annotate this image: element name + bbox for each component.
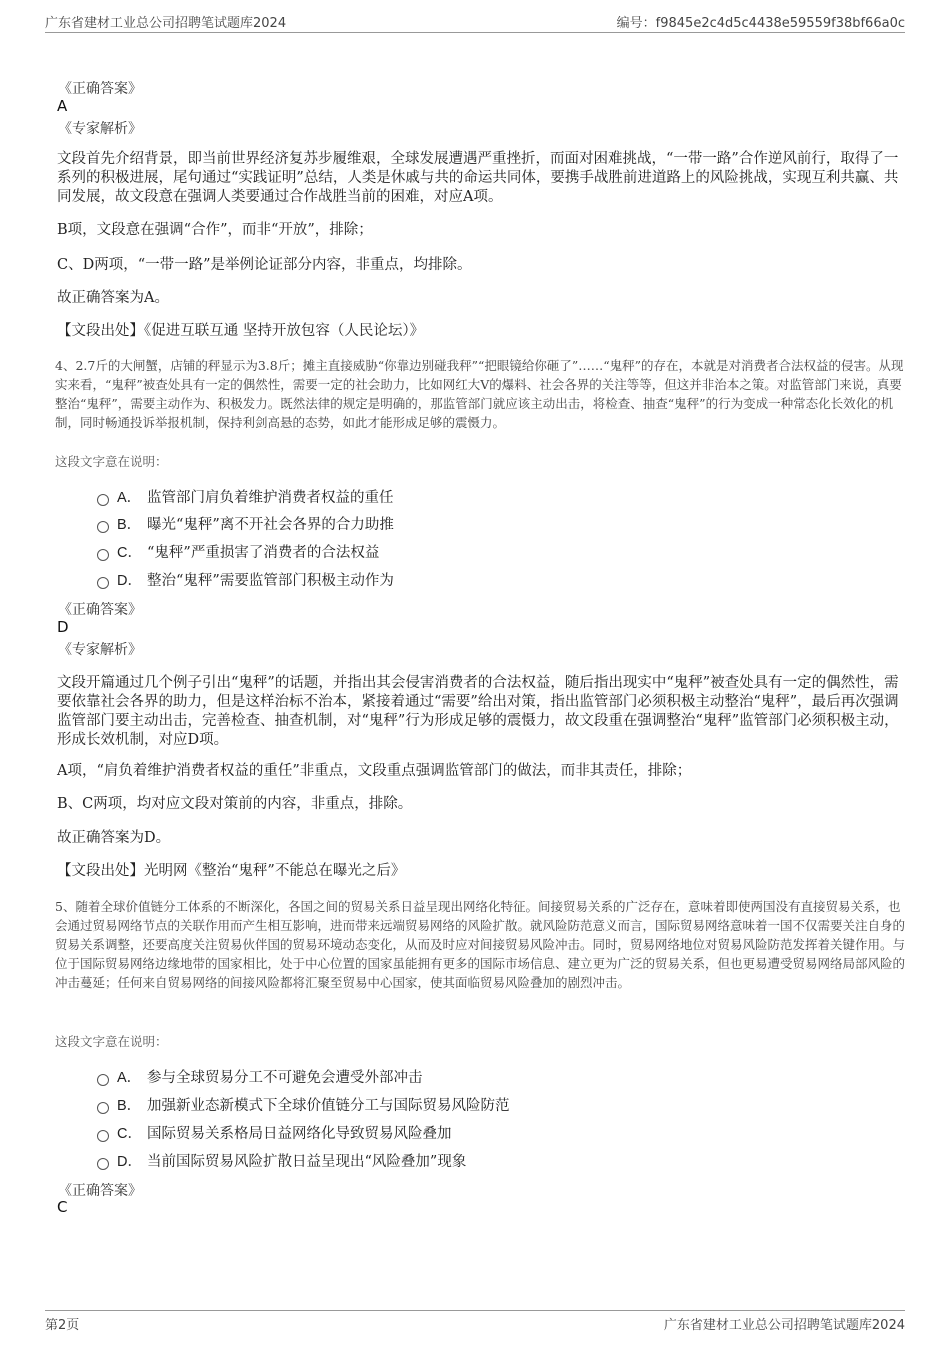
analysis-paragraph: A项，“肩负着维护消费者权益的重任”非重点，文段重点强调监管部门的做法，而非其责任，排除； (57, 763, 692, 779)
header-doc-id: 编号：f9845e2c4d5c4438e59559f38bf66a0c (616, 16, 905, 31)
radio-icon[interactable] (97, 494, 109, 506)
radio-icon[interactable] (97, 1074, 109, 1086)
analysis-paragraph: 文段首先介绍背景，即当前世界经济复苏步履维艰，全球发展遭遇严重挫折，而面对困难挑战，“一带一路”合作逆风前行，取得了一系列的积极进展，尾句通过“实践证明”总结，人类是休戚与共的命运共同体，要携手战胜前进道路上的风险挑战，实现互利共赢、共同发展，故文段意在强调人类要通过合作战胜当前的困难，对应A项。 (57, 151, 899, 205)
correct-answer-value: C (57, 1198, 68, 1216)
radio-icon[interactable] (97, 521, 109, 533)
option-d[interactable]: D． 当前国际贸易风险扩散日益呈现出“风险叠加”现象 (97, 1150, 466, 1170)
analysis-paragraph: B项，文段意在强调“合作”，而非“开放”，排除； (57, 222, 373, 238)
option-a[interactable]: A． 参与全球贸易分工不可避免会遭受外部冲击 (97, 1066, 423, 1086)
option-a[interactable]: A． 监管部门肩负着维护消费者权益的重任 (97, 486, 394, 506)
source-citation: 【文段出处】光明网《整治“鬼秤”不能总在曝光之后》 (57, 863, 406, 879)
correct-answer-label: 《正确答案》 (58, 81, 142, 97)
page-footer (45, 1310, 905, 1331)
question-4-text: 4、2.7斤的大闸蟹，店铺的秤显示为3.8斤；摊主直接威胁“你靠边别碰我秤”“把眼镜给你砸了”……“鬼秤”的存在，本就是对消费者合法权益的侵害。从现实来看，“鬼秤”被查处具有一定的偶然性，需要一定的社会助力，比如网红大V的爆料、社会各界的关注等等，但这并非治本之策。对监管部门来说，真要整治“鬼秤”，需要主动作为、积极发力。既然法律的规定是明确的，那监管部门就应该主动出击，将检查、抽查“鬼秤”的行为变成一种常态化长效化的机制，同时畅通投诉举报机制，保持利剑高悬的态势，如此才能形成足够的震慑力。 (55, 358, 904, 430)
radio-icon[interactable] (97, 1158, 109, 1170)
header-title: 广东省建材工业总公司招聘笔试题库2024 (45, 16, 287, 31)
radio-icon[interactable] (97, 549, 109, 561)
expert-analysis-label: 《专家解析》 (58, 642, 142, 658)
correct-answer-value: D (57, 618, 69, 636)
expert-analysis-label: 《专家解析》 (58, 121, 142, 137)
analysis-paragraph: 故正确答案为D。 (57, 830, 171, 846)
option-c[interactable]: C． “鬼秤”严重损害了消费者的合法权益 (97, 541, 379, 561)
option-d[interactable]: D． 整治“鬼秤”需要监管部门积极主动作为 (97, 569, 394, 589)
analysis-paragraph: C、D两项，“一带一路”是举例论证部分内容，非重点，均排除。 (57, 257, 472, 273)
page-number: 第2页 (45, 1318, 80, 1333)
radio-icon[interactable] (97, 1130, 109, 1142)
correct-answer-label: 《正确答案》 (58, 602, 142, 618)
question-5-text: 5、随着全球价值链分工体系的不断深化，各国之间的贸易关系日益呈现出网络化特征。间接贸易关系的广泛存在，意味着即使两国没有直接贸易关系，也会通过贸易网络节点的关联作用而产生相互影响，进而带来远端贸易网络的风险扩散。就风险防范意义而言，国际贸易网络意味着一国不仅需要关注自身的贸易关系调整，还要高度关注贸易伙伴国的贸易环境动态变化，从而及时应对间接贸易风险冲击。同时，贸易网络地位对贸易风险防范发挥着关键作用。与位于国际贸易网络边缘地带的国家相比，处于中心位置的国家虽能拥有更多的国际市场信息、建立更为广泛的贸易关系，但也更易遭受贸易网络局部风险的冲击蔓延；任何来自贸易网络的间接风险都将汇聚至贸易中心国家，使其面临贸易风险叠加的剧烈冲击。 (55, 899, 906, 990)
page-header (45, 10, 905, 33)
correct-answer-label: 《正确答案》 (58, 1183, 142, 1199)
option-b[interactable]: B． 加强新业态新模式下全球价值链分工与国际贸易风险防范 (97, 1094, 510, 1114)
footer-title: 广东省建材工业总公司招聘笔试题库2024 (663, 1318, 905, 1333)
analysis-paragraph: 故正确答案为A。 (57, 290, 169, 306)
analysis-paragraph: 文段开篇通过几个例子引出“鬼秤”的话题，并指出其会侵害消费者的合法权益，随后指出现实中“鬼秤”被查处具有一定的偶然性，需要依靠社会各界的助力，但是这样治标不治本，紧接着通过“需要”给出对策，指出监管部门必须积极主动整治“鬼秤”，最后再次强调监管部门要主动出击，完善检查、抽查机制，对“鬼秤”行为形成足够的震慑力，故文段重在强调整治“鬼秤”监管部门必须积极主动，形成长效机制，对应D项。 (57, 675, 899, 748)
source-citation: 【文段出处】《促进互联互通 坚持开放包容（人民论坛）》 (57, 323, 425, 339)
radio-icon[interactable] (97, 1102, 109, 1114)
question-prompt: 这段文字意在说明： (55, 1034, 168, 1049)
radio-icon[interactable] (97, 577, 109, 589)
option-c[interactable]: C． 国际贸易关系格局日益网络化导致贸易风险叠加 (97, 1122, 452, 1142)
question-prompt: 这段文字意在说明： (55, 454, 168, 469)
analysis-paragraph: B、C两项，均对应文段对策前的内容，非重点，排除。 (57, 796, 413, 812)
option-b[interactable]: B． 曝光“鬼秤”离不开社会各界的合力助推 (97, 513, 394, 533)
correct-answer-value: A (57, 97, 68, 115)
